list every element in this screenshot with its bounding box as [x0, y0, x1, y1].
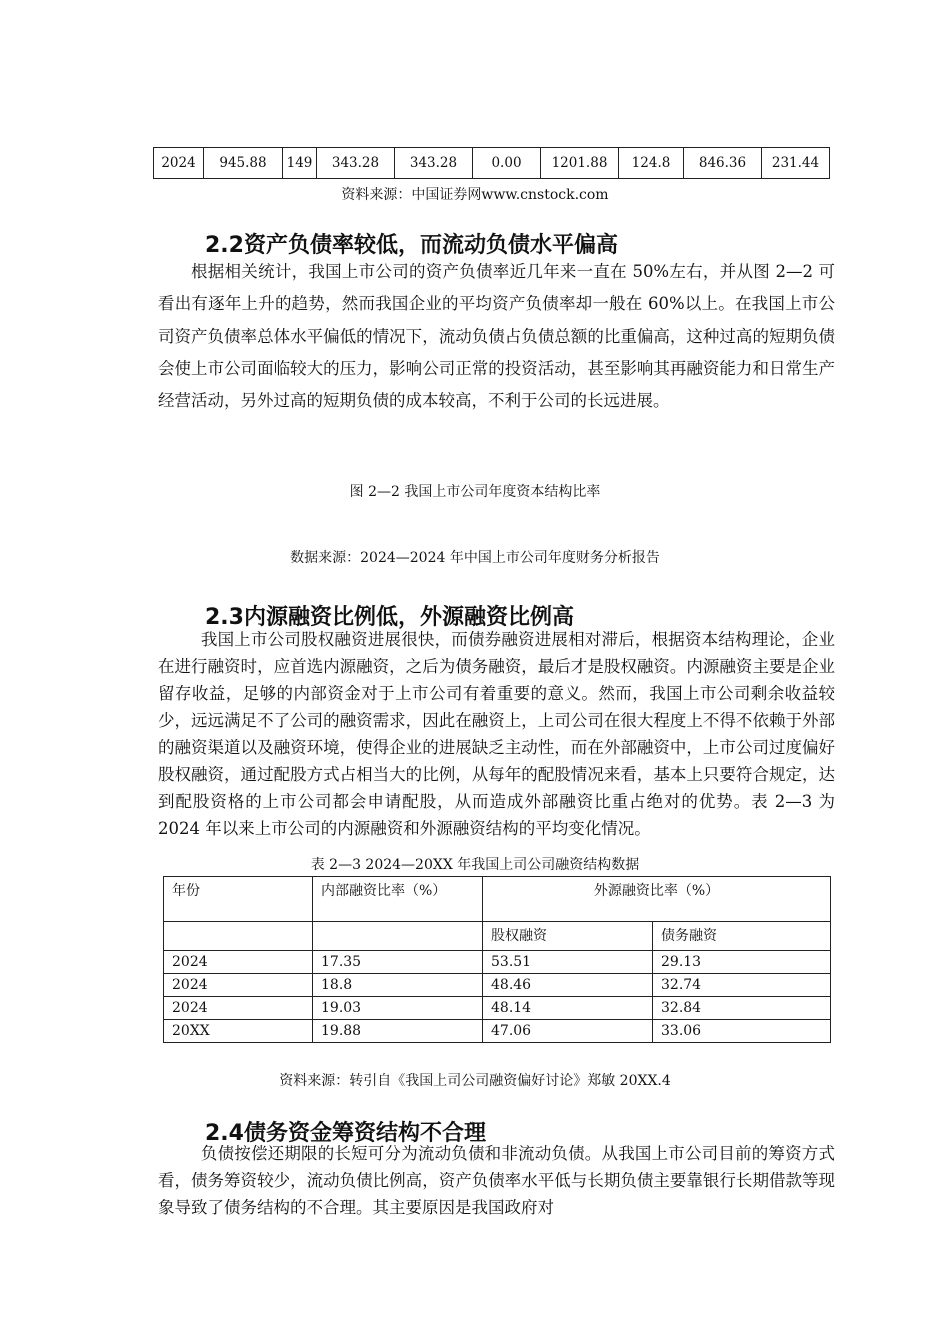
- table-cell: 231.44: [762, 148, 830, 179]
- table-cell: 29.13: [653, 951, 831, 974]
- table-cell: 32.84: [653, 997, 831, 1020]
- section-2-3-paragraph: 我国上市公司股权融资进展很快，而债券融资进展相对滞后，根据资本结构理论，企业在进行融资时，应首选内源融资，之后为债务融资，最后才是股权融资。内源融资主要是企业留存收益，足够的内部资金对于上市公司有着重要的意义。然而，我国上市公司剩余收益较少，远远满足不了公司的融资需求，因此在融资上，上司公司在很大程度上不得不依赖于外部的融资渠道以及融资环境，使得企业的进展缺乏主动性，而在外部融资中，上市公司过度偏好股权融资，通过配股方式占相当大的比例，从每年的配股情况来看，基本上只要符合规定，达到配股资格的上市公司都会申请配股，从而造成外部融资比重占绝对的优势。表 2—3 为 2024 年以来上市公司的内源融资和外源融资结构的平均变化情况。: [158, 630, 835, 838]
- table-row: [164, 1020, 831, 1043]
- table-cell: 48.46: [483, 974, 653, 997]
- table-cell: 2024: [164, 974, 313, 997]
- table-source: 资料来源：转引自《我国上司公司融资偏好讨论》郑敏 20XX.4: [279, 1073, 671, 1089]
- table-caption: 表 2—3 2024—20XX 年我国上司公司融资结构数据: [310, 857, 640, 873]
- top-data-table: [153, 147, 830, 179]
- header-external: 外源融资比率（%）: [483, 877, 831, 922]
- table-cell: 2024: [164, 951, 313, 974]
- table-cell: 1201.88: [541, 148, 619, 179]
- table-cell: 18.8: [313, 974, 483, 997]
- table-cell: 48.14: [483, 997, 653, 1020]
- figure-caption: 图 2—2 我国上市公司年度资本结构比率: [349, 484, 601, 500]
- table-row: [164, 951, 831, 974]
- table-cell: 945.88: [204, 148, 283, 179]
- table-cell: 32.74: [653, 974, 831, 997]
- header-year: 年份: [164, 877, 313, 922]
- table-cell: 53.51: [483, 951, 653, 974]
- table-cell: 846.36: [684, 148, 762, 179]
- sub-debt: 债务融资: [653, 922, 831, 951]
- section-heading-2-3: 2.3内源融资比例低，外源融资比例高: [205, 605, 574, 630]
- table-cell: 17.35: [313, 951, 483, 974]
- table-cell: 47.06: [483, 1020, 653, 1043]
- table-cell: 19.03: [313, 997, 483, 1020]
- table-cell: [164, 922, 313, 951]
- table-cell: 2024: [154, 148, 204, 179]
- section-2-4-paragraph: 负债按偿还期限的长短可分为流动负债和非流动负债。从我国上市公司目前的筹资方式看，债务筹资较少，流动负债比例高，资产负债率水平低与长期负债主要靠银行长期借款等现象导致了债务结构的不合理。其主要原因是我国政府对: [158, 1144, 835, 1217]
- table-cell: 343.28: [317, 148, 395, 179]
- sub-equity: 股权融资: [483, 922, 653, 951]
- header-internal: 内部融资比率（%）: [313, 877, 483, 922]
- table-row: [154, 148, 830, 179]
- financing-structure-table: [163, 876, 831, 1043]
- section-2-2-paragraph: 根据相关统计，我国上市公司的资产负债率近几年来一直在 50%左右，并从图 2—2 可看出有逐年上升的趋势，然而我国企业的平均资产负债率却一般在 60%以上。在我国上市公司资产负债率总体水平偏低的情况下，流动负债占负债总额的比重偏高，这种过高的短期负债会使上市公司面临较大的压力，影响公司正常的投资活动，甚至影响其再融资能力和日常生产经营活动，另外过高的短期负债的成本较高，不利于公司的长远进展。: [158, 262, 835, 411]
- table-cell: 343.28: [395, 148, 473, 179]
- figure-source: 数据来源：2024—2024 年中国上市公司年度财务分析报告: [290, 550, 660, 566]
- table-header-row: [164, 877, 831, 922]
- table-cell: 149: [283, 148, 317, 179]
- top-table-source: 资料来源：中国证券网www.cnstock.com: [341, 187, 609, 203]
- table-cell: 2024: [164, 997, 313, 1020]
- table-cell: 19.88: [313, 1020, 483, 1043]
- table-subheader-row: [164, 922, 831, 951]
- section-heading-2-2: 2.2资产负债率较低，而流动负债水平偏高: [205, 233, 618, 258]
- table-cell: 0.00: [473, 148, 541, 179]
- table-cell: 33.06: [653, 1020, 831, 1043]
- table-row: [164, 974, 831, 997]
- table-row: [164, 997, 831, 1020]
- table-cell: 20XX: [164, 1020, 313, 1043]
- table-cell: [313, 922, 483, 951]
- section-heading-2-4: 2.4债务资金筹资结构不合理: [205, 1121, 486, 1146]
- table-cell: 124.8: [619, 148, 684, 179]
